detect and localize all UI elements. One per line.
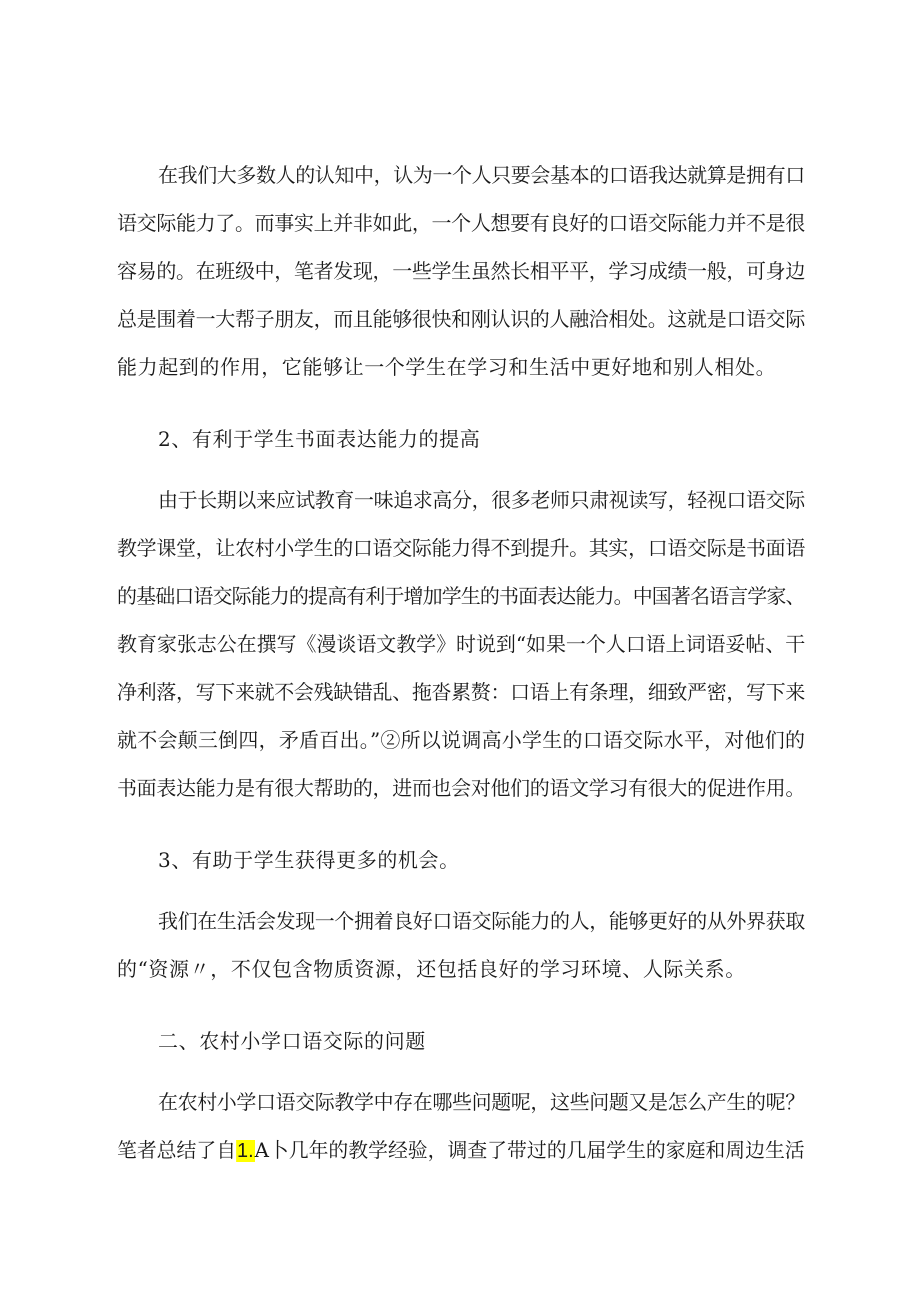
- paragraph-3-line-2: 的“资源〃，不仅包含物质资源，还包括良好的学习环境、人际关系。: [117, 957, 746, 981]
- paragraph-4-line-1: 在农村小学口语交际教学中存在哪些问题呢，这些问题又是怎么产生的呢？: [158, 1090, 805, 1114]
- paragraph-2-line-5: 净利落，写下来就不会残缺错乱、拖沓累赘：口语上有条理，细致严密，写下来: [117, 680, 805, 704]
- heading-3: 3、有助于学生获得更多的机会。: [158, 848, 460, 872]
- paragraph-1-line-2: 语交际能力了。而事实上并非如此，一个人想要有良好的口语交际能力并不是很: [117, 211, 805, 235]
- paragraph-2-line-7: 书面表达能力是有很大帮助的，进而也会对他们的语文学习有很大的促进作用。: [117, 776, 805, 800]
- paragraph-2-line-2: 教学课堂，让农村小学生的口语交际能力得不到提升。其实，口语交际是书面语: [117, 536, 805, 560]
- heading-2: 2、有利于学生书面表达能力的提高: [158, 427, 481, 451]
- paragraph-2-line-6: 就不会颠三倒四，矛盾百出。”②所以说调高小学生的口语交际水平，对他们的: [117, 728, 806, 752]
- paragraph-2-line-1: 由于长期以来应试教育一味追求高分，很多老师只肃视读写，轻视口语交际: [158, 488, 805, 512]
- highlighted-text: 1.: [237, 1140, 254, 1162]
- paragraph-1-line-4: 总是围着一大帮子朋友，而且能够很快和刚认识的人融洽相处。这就是口语交际: [117, 307, 805, 331]
- paragraph-4-line-2: [117, 1138, 805, 1163]
- paragraph-2-line-4: 教育家张志公在撰写《漫谈语文教学》时说到“如果一个人口语上词语妥帖、干: [117, 632, 806, 656]
- paragraph-1-line-5: 能力起到的作用，它能够让一个学生在学习和生活中更好地和别人相处。: [117, 355, 777, 379]
- section-2-heading: 二、农村小学口语交际的问题: [158, 1029, 426, 1053]
- paragraph-1-line-1: 在我们大多数人的认知中，认为一个人只要会基本的口语我达就算是拥有口: [158, 163, 805, 187]
- paragraph-1-line-3: 容易的。在班级中，笔者发现，一些学生虽然长相平平，学习成绩一般，可身边: [117, 259, 805, 283]
- paragraph-4-line-2-before: 笔者总结了自: [117, 1138, 237, 1162]
- paragraph-4-line-2-after: A卜几年的教学经验，调查了带过的几届学生的家庭和周边生活: [254, 1138, 805, 1162]
- paragraph-2-line-3: 的基础口语交际能力的提高有利于增加学生的书面表达能力。中国著名语言学家、: [117, 584, 805, 608]
- paragraph-3-line-1: 我们在生活会发现一个拥着良好口语交际能力的人，能够更好的从外界获取: [158, 909, 805, 933]
